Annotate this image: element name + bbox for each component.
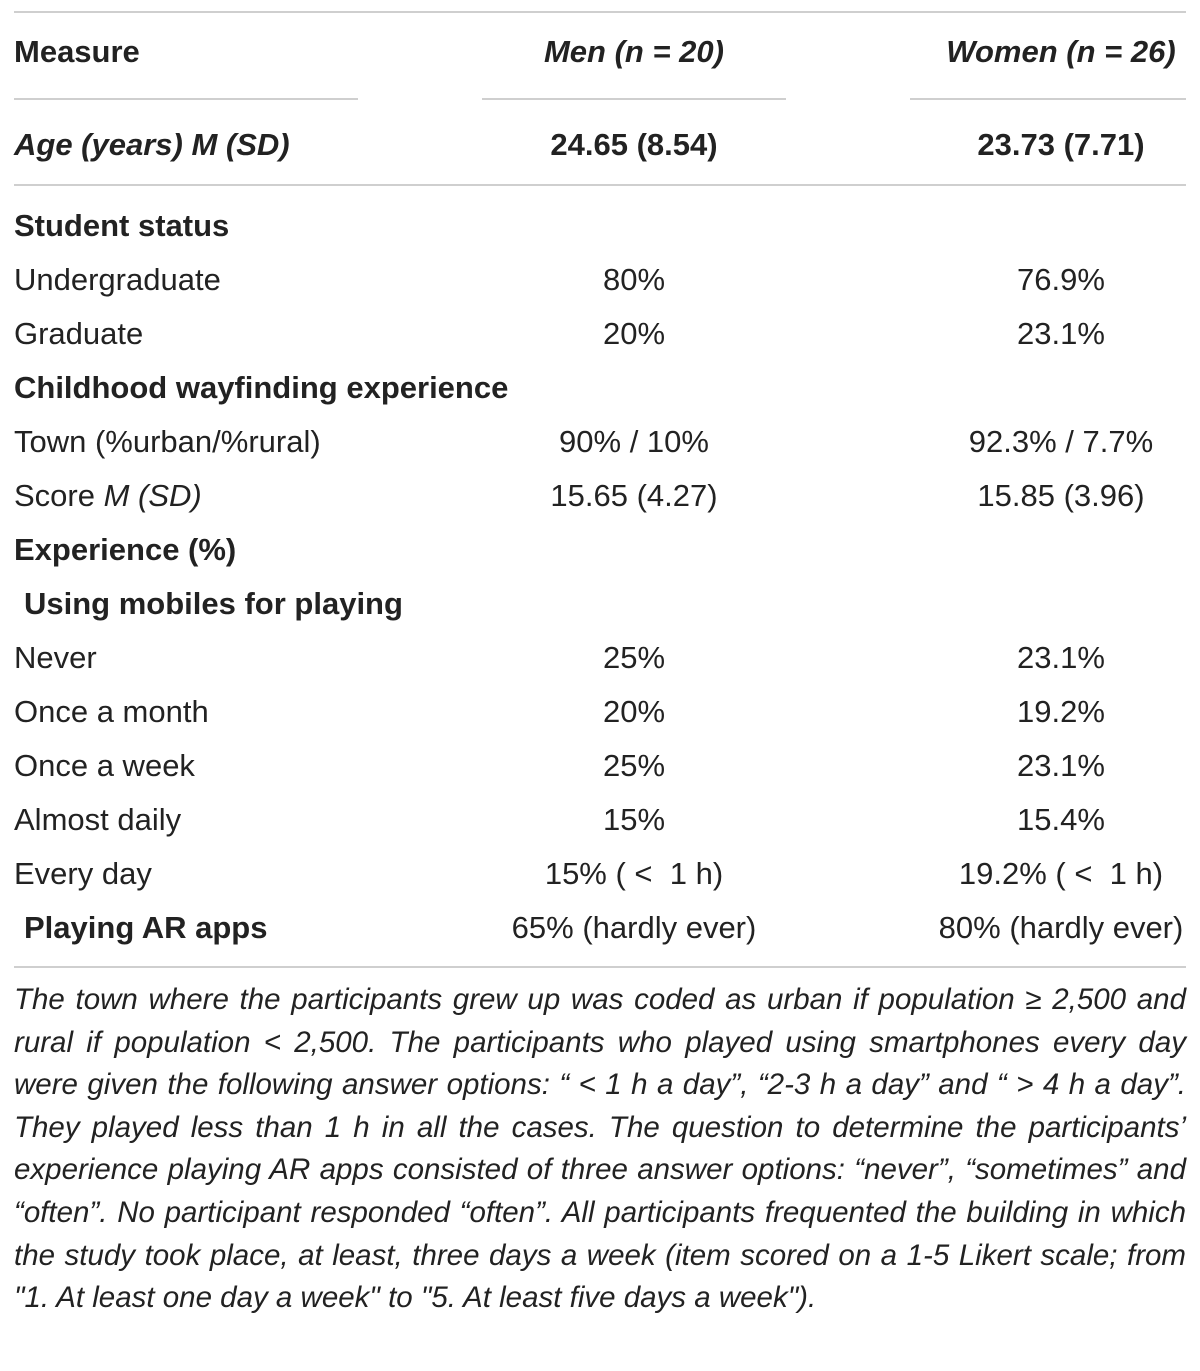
row-label-almost-daily: Almost daily <box>14 802 182 837</box>
age-label: Age (years) M (SD) <box>14 127 290 162</box>
row-label-undergraduate: Undergraduate <box>14 262 221 297</box>
row-women-once-month: 19.2% <box>1017 694 1105 729</box>
row-label-every-day: Every day <box>14 856 152 891</box>
row-women-undergraduate: 76.9% <box>1017 262 1105 297</box>
row-label-ar-apps: Playing AR apps <box>24 910 268 945</box>
column-header-women: Women (n = 26) <box>946 34 1176 69</box>
age-men: 24.65 (8.54) <box>550 127 718 162</box>
row-women-never: 23.1% <box>1017 640 1105 675</box>
row-women-once-week: 23.1% <box>1017 748 1105 783</box>
age-row-rule <box>14 184 1186 186</box>
age-women: 23.73 (7.71) <box>977 127 1145 162</box>
score-label-stat: M (SD) <box>103 478 202 513</box>
row-label-never: Never <box>14 640 97 675</box>
row-men-almost-daily: 15% <box>602 802 666 837</box>
section-heading-student-status: Student status <box>14 208 230 243</box>
header-underline-women <box>910 98 1186 100</box>
column-header-men: Men (n = 20) <box>543 34 724 69</box>
row-men-once-month: 20% <box>602 694 666 729</box>
row-men-every-day: 15% ( < 1 h) <box>544 856 724 891</box>
score-label-prefix: Score <box>14 478 104 513</box>
row-label-once-week: Once a week <box>14 748 195 783</box>
row-label-graduate: Graduate <box>14 316 144 351</box>
row-women-graduate: 23.1% <box>1017 316 1105 351</box>
row-women-town: 92.3% / 7.7% <box>968 424 1154 459</box>
row-women-almost-daily: 15.4% <box>1017 802 1105 837</box>
row-men-never: 25% <box>602 640 666 675</box>
row-women-ar-apps: 80% (hardly ever) <box>938 910 1184 945</box>
row-women-score: 15.85 (3.96) <box>977 478 1145 513</box>
row-label-score <box>14 477 202 515</box>
row-men-town: 90% / 10% <box>559 424 709 459</box>
row-women-every-day: 19.2% ( < 1 h) <box>958 856 1164 891</box>
row-men-ar-apps: 65% (hardly ever) <box>511 910 757 945</box>
section-heading-childhood: Childhood wayfinding experience <box>14 370 509 405</box>
header-underline-measure <box>14 98 358 100</box>
row-men-once-week: 25% <box>602 748 666 783</box>
row-men-graduate: 20% <box>602 316 666 351</box>
row-men-undergraduate: 80% <box>602 262 666 297</box>
header-underline-men <box>482 98 786 100</box>
top-rule <box>14 11 1186 13</box>
table-footnote: The town where the participants grew up was coded as urban if population ≥ 2,500 and rural if population < 2,500. The participants who played using smartphones every day were given the following answer options: “ < 1 h a day”, “2-3 h a day” and “ > 4 h a day”. They played less than 1 h in all the cases. The question to determine the participants’ experience playing AR apps consisted of three answer options: “never”, “sometimes” and “often”. No participant responded “often”. All participants frequented the building in which the study took place, at least, three days a week (item scored on a 1-5 Likert scale; from "1. At least one day a week" to "5. At least five days a week"). <box>14 983 1186 1315</box>
section-heading-experience: Experience (%) <box>14 532 237 567</box>
row-label-town: Town (%urban/%rural) <box>14 424 321 459</box>
column-header-measure: Measure <box>14 34 140 69</box>
subheading-mobiles: Using mobiles for playing <box>24 586 403 621</box>
row-label-once-month: Once a month <box>14 694 209 729</box>
bottom-rule <box>14 966 1186 968</box>
row-men-score: 15.65 (4.27) <box>550 478 718 513</box>
